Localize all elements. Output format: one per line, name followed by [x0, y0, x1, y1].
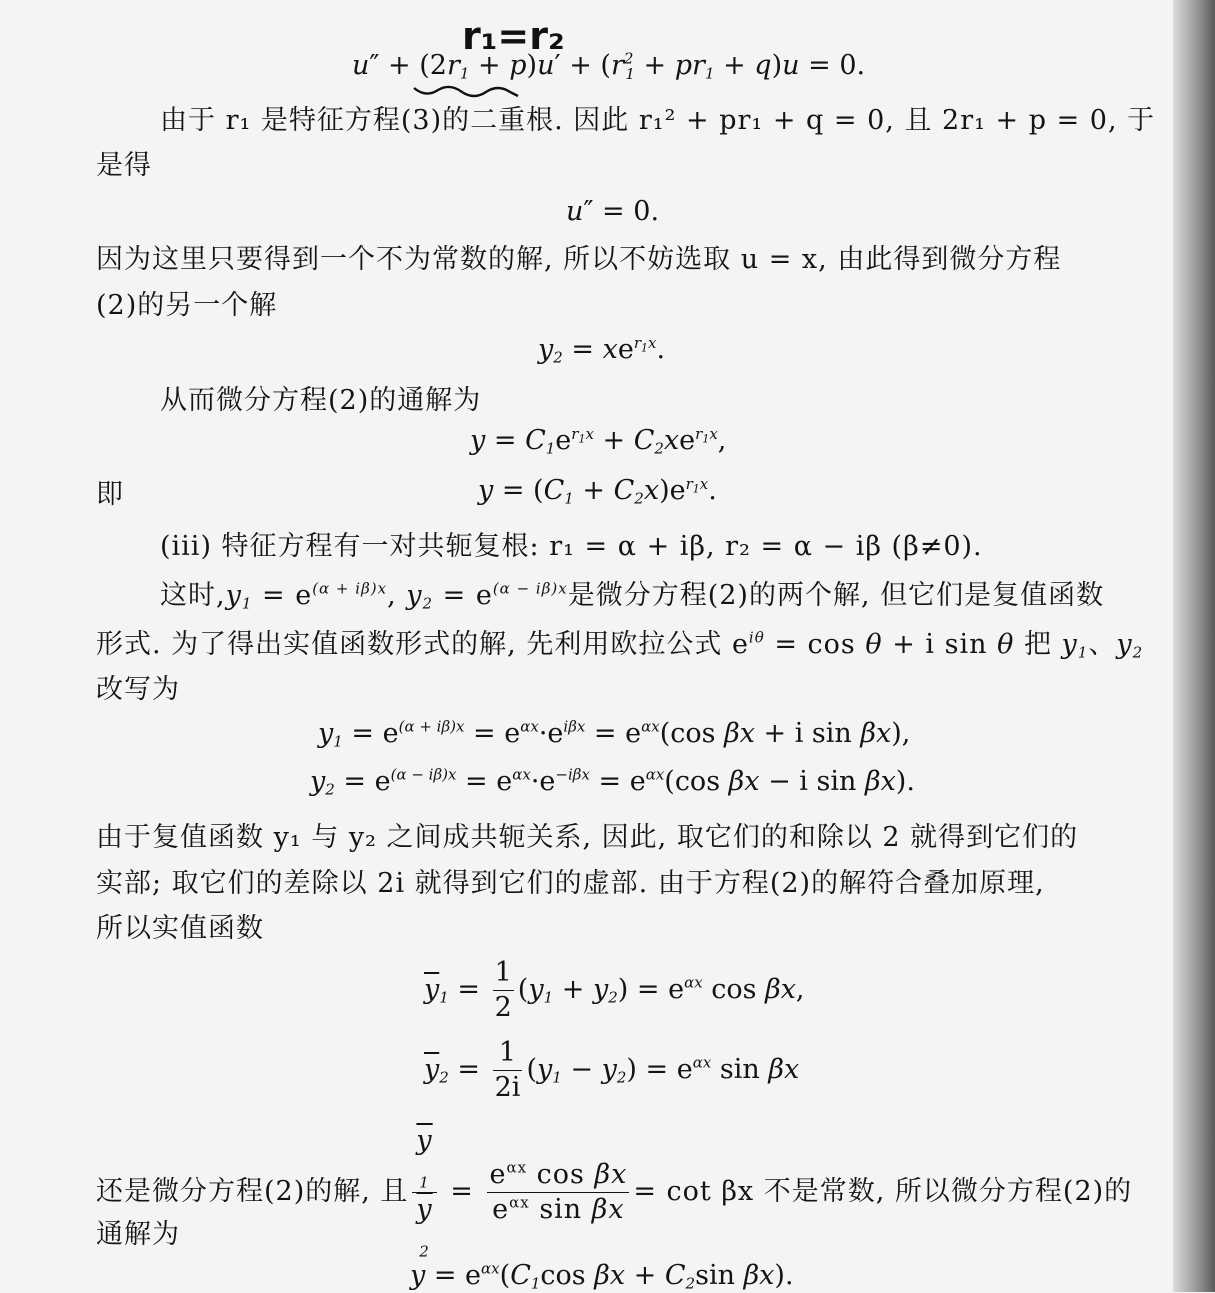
y1-y2-definition: $y_1 = e^{(\alpha + i\beta)x}$, $y_2 = e^{(\alpha - i\beta)x}$ — [225, 579, 568, 613]
paragraph-3: 从而微分方程(2)的通解为 — [160, 385, 482, 416]
paragraph-4-line-2-a: 形式. 为了得出实值函数形式的解, 先利用欧拉公式 — [96, 629, 723, 660]
paragraph-4-line-1-b: 是微分方程(2)的两个解, 但它们是复值函数 — [567, 580, 1105, 611]
paragraph-5-line-2: 实部; 取它们的差除以 2i 就得到它们的虚部. 由于方程(2)的解符合叠加原理, — [96, 868, 1045, 899]
ji-label: 即 — [96, 479, 124, 510]
equation-8: $\overline{y}_1$ = $\frac{1}{2}$ $(y_1 + y_2) = e^{\alpha x}$ cos βx, — [424, 957, 805, 1023]
paragraph-5-line-1: 由于复值函数 y₁ 与 y₂ 之间成共轭关系, 因此, 取它们的和除以 2 就得到它们的 — [96, 822, 1079, 853]
equation-9: $\overline{y}_2$ = $\frac{1}{2i}$ $(y_1 - y_2) = e^{\alpha x}$ sin βx — [424, 1037, 800, 1103]
paragraph-6-line-1-b: = cot βx 不是常数, 所以微分方程(2)的 — [633, 1176, 1133, 1207]
paragraph-2-line-1: 因为这里只要得到一个不为常数的解, 所以不妨选取 u = x, 由此得到微分方程 — [96, 244, 1062, 275]
paragraph-4-line-2 — [96, 622, 1143, 661]
page-edge-shadow — [1173, 0, 1215, 1292]
y1-y2-ref: $y_1$、$y_2$ — [1051, 629, 1144, 662]
paragraph-4-line-1-a: 这时, — [160, 580, 226, 611]
equation-5: $y = (C_1 + C_2x)e^{r_1x}$. — [478, 474, 717, 508]
equation-4: $y = C_1e^{r_1x} + C_2xe^{r_1x}$, — [470, 424, 727, 458]
paragraph-6-line-2: 通解为 — [96, 1219, 180, 1250]
paragraph-4-line-1 — [160, 573, 1104, 612]
equation-6: $y_1 = e^{(\alpha + i\beta)x} = e^{\alpha x}\cdot e^{i\beta x} = e^{\alpha x}(\cos$ βx + i sin βx), — [318, 717, 911, 751]
paragraph-6-line-1 — [96, 1124, 1132, 1261]
euler-formula: $e^{i\theta} = \cos \theta + i$ sin θ — [731, 628, 1024, 660]
handwritten-note: r₁=r₂ — [462, 14, 565, 58]
equation-10: $y = e^{\alpha x}(C_1\cos$ $\beta x + C_2\sin$ βx). — [410, 1259, 794, 1293]
case-iii-heading: (iii) 特征方程有一对共轭复根: r₁ = α + iβ, r₂ = α − iβ (β≠0). — [160, 531, 983, 562]
equation-7: $y_2 = e^{(\alpha - i\beta)x} = e^{\alpha x}\cdot e^{-i\beta x} = e^{\alpha x}(\cos$ βx − i sin βx). — [310, 765, 915, 799]
ratio-fraction: $\overline{y}$ $_1$ $\overline{y}$ $_2$ = $\frac{e^{\alpha x} \cos \beta x}{e^{\alpha x} \sin \beta x}$ — [408, 1176, 633, 1207]
paragraph-5-line-3: 所以实值函数 — [96, 913, 264, 944]
paragraph-1-line-1: 由于 r₁ 是特征方程(3)的二重根. 因此 r₁² + pr₁ + q = 0, 且 2r₁ + p = 0, 于 — [160, 105, 1156, 136]
paragraph-6-line-1-a: 还是微分方程(2)的解, 且 — [96, 1176, 409, 1207]
paragraph-4-line-2-b: 把 — [1023, 629, 1052, 660]
equation-2: u″ = 0. — [566, 196, 660, 227]
paragraph-2-line-2: (2)的另一个解 — [96, 290, 278, 321]
paragraph-4-line-3: 改写为 — [96, 674, 180, 705]
paragraph-1-line-2: 是得 — [96, 150, 152, 181]
equation-1: $u'' + (2r_1 + p)u' + (r^2_1 + pr_1 + q)u = 0$. — [352, 49, 866, 83]
equation-3: $y_2 = xe^{r_1x}$. — [538, 333, 666, 367]
